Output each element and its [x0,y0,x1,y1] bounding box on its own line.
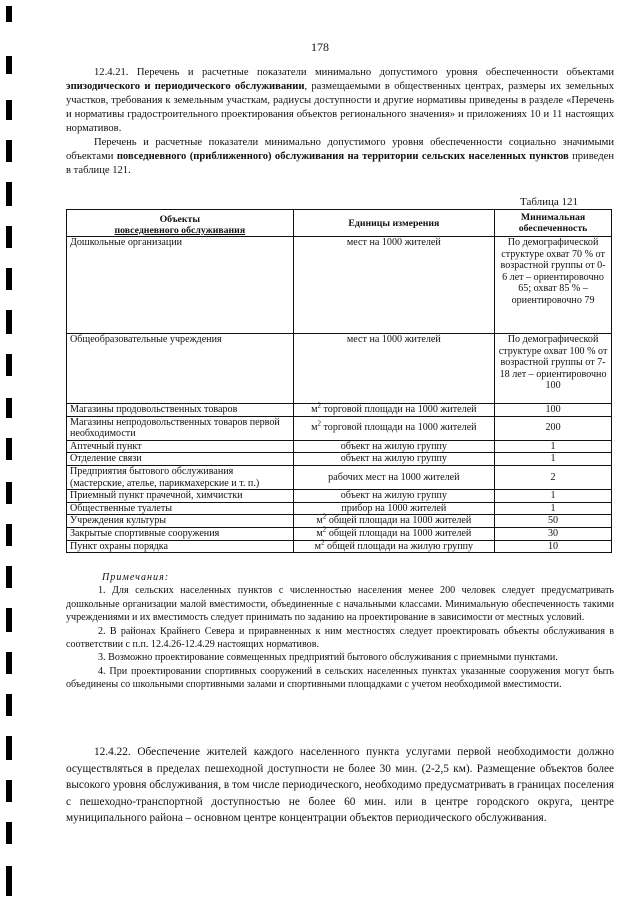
notes-section [66,571,614,692]
binding-mark [6,182,12,206]
cell-unit: объект на жилую группу [293,440,495,453]
intro-section [66,66,614,178]
table-row [67,416,612,440]
binding-mark [6,226,12,248]
paragraph-12-4-22: 12.4.22. Обеспечение жителей каждого населенного пункта услугами первой необходимости должно осуществляться в пределах пешеходной доступности не более 30 мин. (2-2,5 км). Размещение объектов более высокого уровня обслуживания, в том числе периодического, необходимо предусматривать в границах поселения с пешеходно-транспортной доступностью не более 60 мин. или в центре городского округа, центре муниципального района – основном центре концентрации объектов периодического обслуживания. [66,746,614,825]
table-row [67,540,612,553]
cell-value: 1 [495,502,612,515]
cell-value: 50 [495,515,612,528]
bold-phrase: повседневного (приближенного) обслуживания на территории сельских населенных пунктов [116,151,569,162]
cell-value: 1 [495,453,612,466]
header-units: Единицы измерения [293,210,495,237]
cell-unit: мест на 1000 жителей [293,334,495,404]
cell-value: 100 [495,404,612,417]
cell-object: Общеобразовательные учреждения [67,334,294,404]
cell-object: Приемный пункт прачечной, химчистки [67,490,294,503]
binding-mark [6,438,12,460]
binding-mark [6,866,12,896]
binding-mark [6,524,12,546]
cell-unit: $м^2$ общей площади на 1000 жителей [293,527,495,540]
table-row [67,490,612,503]
cell-value: 30 [495,527,612,540]
binding-mark [6,268,12,290]
binding-mark [6,694,12,716]
cell-value: 10 [495,540,612,553]
cell-unit: $м^2$ общей площади на 1000 жителей [293,515,495,528]
table-row [67,237,612,334]
page-number: 178 [311,40,329,54]
binding-mark [6,780,12,802]
cell-value: 2 [495,465,612,489]
table-row [67,527,612,540]
table-row [67,465,612,489]
cell-object: Отделение связи [67,453,294,466]
table-row [67,515,612,528]
cell-value: 1 [495,440,612,453]
header-min: Минимальная обеспеченность [495,210,612,237]
binding-mark [6,652,12,674]
cell-object: Магазины непродовольственных товаров первой необходимости [67,416,294,440]
table-row [67,334,612,404]
cell-unit: $м^2$ торговой площади на 1000 жителей [293,404,495,417]
cell-object: Пункт охраны порядка [67,540,294,553]
binding-mark [6,608,12,632]
cell-object: Предприятия бытового обслуживания (мастерские, ателье, парикмахерские и т. п.) [67,465,294,489]
cell-unit: мест на 1000 жителей [293,237,495,334]
binding-mark [6,398,12,418]
cell-object: Учреждения культуры [67,515,294,528]
paragraph-12-4-21: 12.4.21. Перечень и расчетные показатели минимально допустимого уровня обеспеченности объектами эпизодического и периодического обслуживании, размещаемыми в общественных центрах, размеры их земельных участков, требования к земельным участкам, радиусы доступности и другие нормативы приведены в разделе «Перечень и нормативы градостроительного проектирования объектов регионального значения» и приложениях 10 и 11 настоящих нормативов. [66,67,614,134]
binding-mark [6,354,12,376]
cell-unit: $м^2$ торговой площади на 1000 жителей [293,416,495,440]
binding-mark [6,6,12,22]
cell-object: Магазины продовольственных товаров [67,404,294,417]
cell-object: Общественные туалеты [67,502,294,515]
binding-mark [6,140,12,162]
header-objects: Объекты повседневного обслуживания [67,210,294,237]
cell-unit: объект на жилую группу [293,490,495,503]
table-caption: Таблица 121 [520,196,579,208]
binding-mark [6,822,12,844]
binding-mark [6,482,12,504]
cell-unit: рабочих мест на 1000 жителей [293,465,495,489]
note-item: 2. В районах Крайнего Севера и приравненных к ним местностях следует проектировать объекты обслуживания в соответствии с п.п. 12.4.26-12.4.29 настоящих нормативов. [66,625,614,651]
cell-object: Закрытые спортивные сооружения [67,527,294,540]
services-table [66,209,612,553]
cell-object: Дошкольные организации [67,237,294,334]
cell-unit: объект на жилую группу [293,453,495,466]
binding-mark [6,56,12,74]
table-row [67,453,612,466]
binding-mark [6,310,12,334]
closing-section [66,744,614,827]
note-item: 1. Для сельских населенных пунктов с численностью населения менее 200 человек следует предусматривать дошкольные организации малой вместимости, объединенные с начальными классами. Минимальную обеспеченность такими учреждениями и их вместимость следует принимать по заданию на проектирование в зависимости от местных условий. [66,585,614,624]
cell-unit: $м^2$ общей площади на жилую группу [293,540,495,553]
cell-value: 1 [495,490,612,503]
notes-heading: Примечания: [102,572,170,583]
table-row [67,404,612,417]
table-row [67,502,612,515]
cell-value: 200 [495,416,612,440]
cell-object: Аптечный пункт [67,440,294,453]
paragraph-table-intro: Перечень и расчетные показатели минимально допустимого уровня обеспеченности социально значимыми объектами повседневного (приближенного) обслуживания на территории сельских населенных пунктов приведен в таблице 121. [66,137,614,176]
cell-value: По демографической структуре охват 70 % от возрастной группы от 0-6 лет – ориентировочно 65; охват 85 % – ориентировочно 79 [495,237,612,334]
cell-unit: прибор на 1000 жителей [293,502,495,515]
note-item: 4. При проектировании спортивных сооружений в сельских населенных пунктах указанные сооружения могут быть объединены со школьными спортивными залами и спортивными площадками с учетом необходимой вместимости. [66,665,614,691]
note-item: 3. Возможно проектирование совмещенных предприятий бытового обслуживания с приемными пунктами. [98,652,558,664]
binding-mark [6,566,12,588]
binding-mark [6,736,12,760]
cell-value: По демографической структуре охват 100 % от возрастной группы от 7-18 лет – ориентировочно 100 [495,334,612,404]
bold-phrase: эпизодического и периодического обслуживании [66,81,305,92]
table-header-row [67,210,612,237]
binding-mark [6,100,12,120]
table-row [67,440,612,453]
